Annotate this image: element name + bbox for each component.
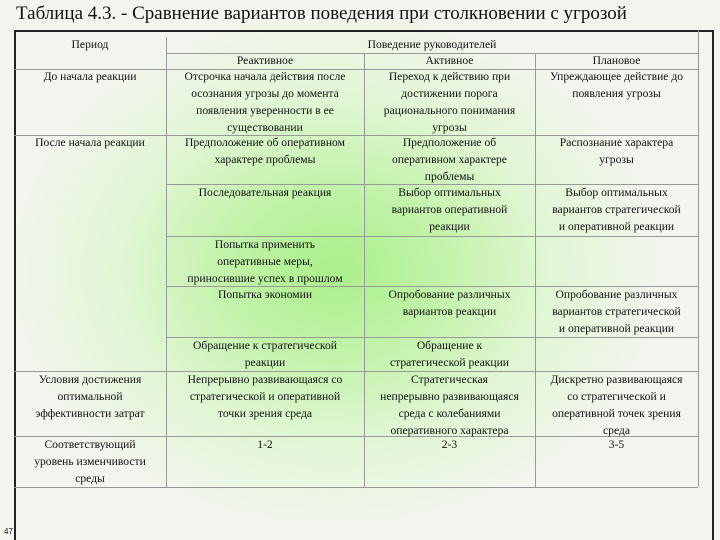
row-label-variability: Соответствующий уровень изменчивости среды	[34, 438, 146, 485]
row-label-before: До начала реакции	[43, 70, 137, 83]
cell-before-reactive: Отсрочка начала действия после осознания угрозы до момента появления уверенности в ее существовании	[184, 70, 346, 134]
cell-before-active: Переход к действию при достижении порога рационального понимания угрозы	[383, 70, 516, 134]
row-label-conditions: Условия достижения оптимальной эффективности затрат	[35, 373, 145, 420]
cell-after-sub1-reactive: Предположение об оперативном характере проблемы	[185, 136, 345, 166]
cell-after-sub5-active: Обращение к стратегической реакции	[390, 339, 509, 369]
grid-line	[14, 487, 698, 488]
cell-after-sub4-reactive: Попытка экономии	[217, 288, 313, 301]
cell-variability-active: 2-3	[441, 438, 458, 451]
grid-line	[698, 30, 699, 487]
page-title: Таблица 4.3. - Сравнение вариантов поведения при столкновении с угрозой	[16, 3, 627, 24]
cell-after-sub2-reactive: Последовательная реакция	[198, 186, 332, 199]
cell-variability-planned: 3-5	[608, 438, 625, 451]
page-number: 47	[4, 527, 13, 536]
header-active: Активное	[425, 54, 474, 67]
cell-after-sub3-reactive: Попытка применить оперативные меры, приносившие успех в прошлом	[187, 238, 343, 285]
cell-after-sub2-planned: Выбор оптимальных вариантов стратегической и оперативной реакции	[552, 186, 681, 233]
cell-after-sub4-active: Опробование различных вариантов реакции	[388, 288, 511, 318]
cell-after-sub5-reactive: Обращение к стратегической реакции	[193, 339, 337, 369]
header-period: Период	[71, 38, 109, 51]
header-reactive: Реактивное	[236, 54, 294, 67]
cell-after-sub1-planned: Распознание характера угрозы	[559, 136, 674, 166]
header-behavior: Поведение руководителей	[367, 38, 497, 51]
cell-after-sub2-active: Выбор оптимальных вариантов оперативной реакции	[391, 186, 508, 233]
cell-conditions-active: Стратегическая непрерывно развивающаяся среда с колебаниями оперативного характера	[380, 373, 519, 437]
cell-conditions-planned: Дискретно развивающаяся со стратегической и оперативной точек зрения среда	[550, 373, 683, 437]
cell-variability-reactive: 1-2	[257, 438, 273, 451]
row-label-after: После начала реакции	[35, 136, 145, 149]
cell-conditions-reactive: Непрерывно развивающаяся со стратегической и оперативной точки зрения среда	[187, 373, 343, 420]
cell-before-planned: Упреждающее действие до появления угрозы	[549, 70, 684, 100]
header-planned: Плановое	[592, 54, 641, 67]
cell-after-sub1-active: Предположение об оперативном характере проблемы	[392, 136, 507, 183]
cell-after-sub4-planned: Опробование различных вариантов стратегической и оперативной реакции	[552, 288, 681, 335]
